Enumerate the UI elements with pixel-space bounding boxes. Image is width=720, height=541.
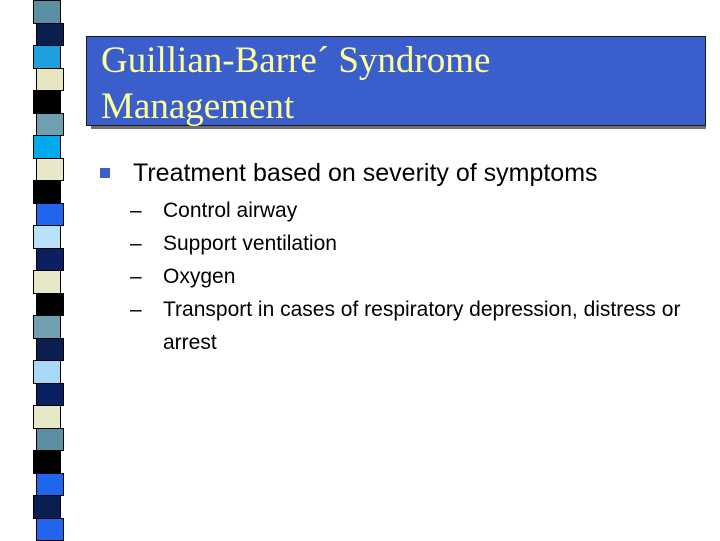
- stripe-segment: [33, 450, 61, 474]
- dash-marker: –: [130, 194, 142, 227]
- sub-bullet-item: [130, 293, 690, 359]
- stripe-segment: [33, 315, 61, 339]
- dash-marker: –: [130, 260, 142, 293]
- sub-bullet-item: [130, 260, 690, 293]
- decorative-stripe-bar: [0, 0, 70, 540]
- sub-bullet-list: [130, 194, 690, 359]
- stripe-segment: [33, 90, 61, 114]
- stripe-segment: [36, 23, 64, 47]
- stripe-segment: [36, 248, 64, 272]
- stripe-segment: [36, 293, 64, 317]
- stripe-segment: [33, 405, 61, 429]
- slide-title: [101, 38, 701, 130]
- stripe-segment: [33, 45, 61, 69]
- dash-marker: –: [130, 227, 142, 260]
- stripe-segment: [36, 428, 64, 452]
- square-bullet-icon: [100, 168, 110, 178]
- title-line-2: Management: [101, 86, 294, 127]
- stripe-segment: [36, 203, 64, 227]
- sub-bullet-text: Support ventilation: [163, 232, 337, 255]
- stripe-segment: [36, 68, 64, 92]
- stripe-segment: [33, 180, 61, 204]
- stripe-segment: [36, 158, 64, 182]
- stripe-segment: [33, 0, 61, 24]
- sub-bullet-item: [130, 227, 690, 260]
- stripe-segment: [33, 270, 61, 294]
- stripe-segment: [36, 338, 64, 362]
- stripe-segment: [36, 383, 64, 407]
- stripe-segment: [33, 225, 61, 249]
- stripe-segment: [33, 135, 61, 159]
- stripe-segment: [36, 113, 64, 137]
- main-bullet-text: Treatment based on severity of symptoms: [133, 158, 598, 188]
- dash-marker: –: [130, 293, 142, 326]
- stripe-segment: [33, 495, 61, 519]
- stripe-segment: [33, 360, 61, 384]
- sub-bullet-item: [130, 194, 690, 227]
- sub-bullet-text: Transport in cases of respiratory depression, distress or arrest: [163, 298, 680, 354]
- stripe-segment: [36, 518, 64, 541]
- sub-bullet-text: Oxygen: [163, 265, 235, 288]
- stripe-segment: [36, 473, 64, 497]
- sub-bullet-text: Control airway: [163, 199, 297, 222]
- title-line-1: Guillian-Barre´ Syndrome: [101, 40, 490, 81]
